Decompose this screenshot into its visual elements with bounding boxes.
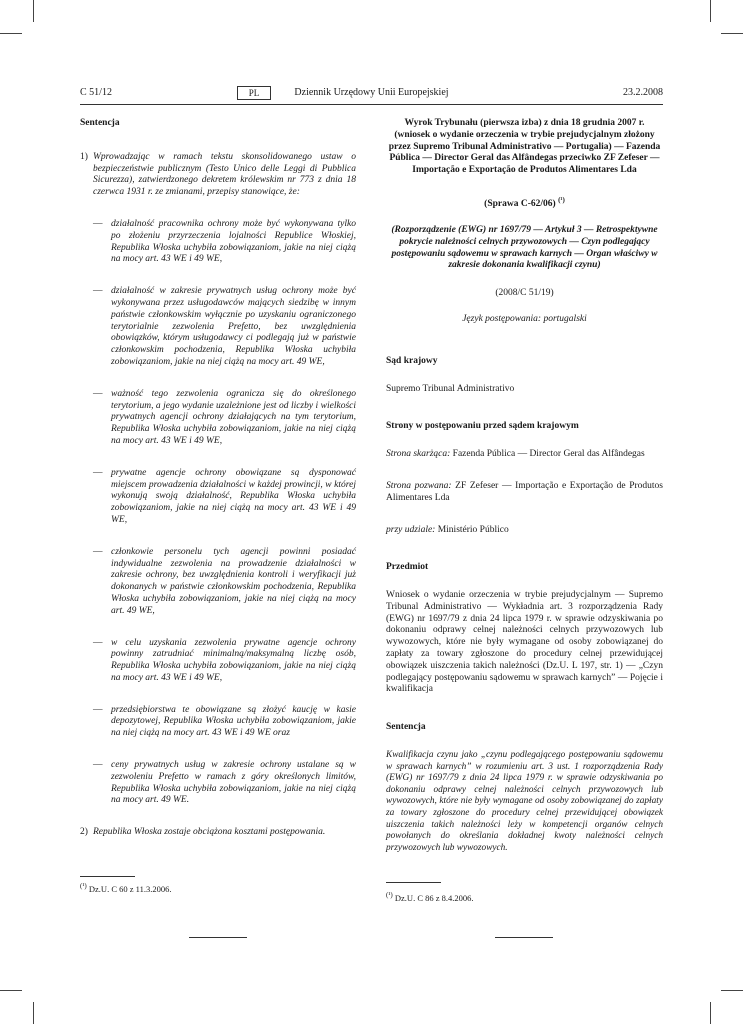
footnote-mark: (¹) (80, 882, 87, 890)
ruling-item-2 (80, 827, 356, 839)
parties-heading: Strony w postępowaniu przed sądem krajowym (386, 421, 579, 432)
intervener (386, 525, 663, 537)
footnote-right (386, 891, 474, 903)
procedure-language: Język postępowania: portugalski (462, 313, 587, 324)
case-number (386, 195, 663, 211)
intervener-label: przy udziale: (386, 524, 436, 535)
list-item: — prywatne agencje ochrony obowiązane są dysponować miejscem prowadzenia działalności w każdej prowincji, w której wykonują swoją działalność, Republika Włoska uchybiła zobowiązaniom, jakie na niej ciążą na mocy art. 43 WE i 49 WE, (93, 467, 356, 525)
list-item-text: działalność w zakresie prywatnych usług ochrony może być wykonywana przez usługodawców mających siedzibę w innym państwie członkowskim wyłącznie po uzyskaniu ograniczonego terytorialnie zezwolenia Prefetto, bez uwzględnienia obowiązków, którym usługodawcy ci podlegają już w państwie członkowskim pochodzenia, Republika Włoska uchybiła zobowiązaniom, jakie na niej ciążą na mocy art. 49 WE, (111, 286, 356, 367)
list-item-text: przedsiębiorstwa te obowiązane są złożyć kaucję w kasie depozytowej, Republika Włoska uchybiła zobowiązaniom, jakie na niej ciążą na mocy art. 43 WE i 49 WE oraz (111, 704, 356, 739)
list-item: — działalność pracownika ochrony może być wykonywana tylko po złożeniu przyrzeczenia lojalności Republice Włoskiej, Republika Włoska uchybiła zobowiązaniom, jakie na niej ciążą na mocy art. 43 WE i 49 WE, (93, 218, 356, 265)
crop-mark (710, 0, 711, 22)
regulation-keywords: (Rozporządzenie (EWG) nr 1697/79 — Artykuł 3 — Retrospektywne pokrycie należności celnych przywozowych — Czyn podlegający postępowaniu sądowemu w sprawach karnych — Organ właściwy w zakresie dokonania kwalifikacji czynu) (391, 224, 658, 271)
list-item-text: prywatne agencje ochrony obowiązane są dysponować miejscem prowadzenia działalności w każdej prowincji, w której wykonują swoją działalność, Republika Włoska uchybiła zobowiązaniom, jakie na niej ciążą na mocy art. 43 WE i 49 WE, (111, 467, 356, 525)
court-name: Supremo Tribunal Administrativo (386, 383, 515, 394)
footnote-mark: (¹) (386, 891, 393, 899)
applicant (386, 449, 663, 461)
footnote-rule (80, 876, 135, 877)
item-text: Wprowadzając w ramach tekstu skonsolidowanego ustaw o bezpieczeństwie publicznym (Testo Unico delle Leggi di Pubblica Sicurezza), zatwierdzonego dekretem królewskim nr 773 z dnia 18 czerwca 1931 r. ze zmianami, przepisy stanowiące, że: (93, 151, 356, 198)
page-number: C 51/12 (80, 87, 112, 98)
item-number: 1) (80, 151, 88, 162)
crop-mark (0, 33, 22, 34)
defendant (386, 481, 663, 505)
item-number: 2) (80, 827, 88, 838)
list-item: — w celu uzyskania zezwolenia prywatne agencje ochrony powinny zatrudniać minimalną/maksymalną liczbę osób, Republika Włoska uchybiła zobowiązaniom, jakie na niej ciążą na mocy art. 43 WE i 49 WE, (93, 637, 356, 683)
subject-heading: Przedmiot (386, 562, 429, 573)
defendant-label: Strona pozwana: (386, 480, 452, 491)
list-item: — członkowie personelu tych agencji powinni posiadać indywidualne zezwolenia na prowadzenie działalności w zakresie ochrony, bez uwzględnienia kontroli i weryfikacji już dokonanych w państwie członkowskim pochodzenia, Republika Włoska uchybiła zobowiązaniom, jakie na niej ciążą na mocy art. 49 WE, (93, 546, 356, 616)
item-text: Republika Włoska zostaje obciążona kosztami postępowania. (93, 827, 326, 838)
list-item: — przedsiębiorstwa te obowiązane są złożyć kaucję w kasie depozytowej, Republika Włoska uchybiła zobowiązaniom, jakie na niej ciążą na mocy art. 43 WE i 49 WE oraz (93, 704, 356, 739)
applicant-label: Strona skarżąca: (386, 449, 451, 460)
list-item-text: członkowie personelu tych agencji powinni posiadać indywidualne zezwolenia na prowadzenie działalności w zakresie ochrony, bez uwzględnienia kontroli i weryfikacji już dokonanych w państwie członkowskim pochodzenia, Republika Włoska uchybiła zobowiązaniom, jakie na niej ciążą na mocy art. 49 WE, (111, 546, 356, 616)
footnote-rule (386, 882, 441, 883)
footnote-left (80, 882, 171, 894)
language-badge: PL (237, 86, 271, 100)
crop-mark (33, 1002, 34, 1024)
sentence-text: Kwalifikacja czynu jako „czynu podlegającego postępowaniu sądowemu w sprawach karnych” w rozumieniu art. 3 ust. 1 rozporządzenia Rady (EWG) nr 1697/79 z dnia 24 lipca 1979 r. w sprawie odzyskiwania po dokonaniu odprawy celnej należności celnych przywozowych lub wywozowych, które nie były wymagane od osoby zobowiązanej do zapłaty za towary zgłoszone do procedury celnej przewidującej obowiązek uiszczenia takich należności leży w kompetencji organów celnych powołanych do określania dokładnej kwoty należności celnych przywozowych lub wywozowych. (386, 750, 663, 853)
list-item: — ważność tego zezwolenia ogranicza się do określonego terytorium, a jego wydanie uzależnione jest od liczby i wielkości prywatnych agencji ochrony działających na tym terytorium, Republika Włoska uchybiła zobowiązaniom, jakie na niej ciążą na mocy art. 43 WE i 49 WE, (93, 388, 356, 446)
left-column (80, 118, 356, 859)
court-heading: Sąd krajowy (386, 355, 438, 366)
sentence-heading-right: Sentencja (386, 722, 426, 733)
footnote-text: Dz.U. C 60 z 11.3.2006. (88, 883, 172, 894)
crop-mark (721, 33, 743, 34)
list-item-text: ważność tego zezwolenia ogranicza się do określonego terytorium, a jego wydanie uzależnione jest od liczby i wielkości prywatnych agencji ochrony działających na tym terytorium, Republika Włoska uchybiła zobowiązaniom, jakie na niej ciążą na mocy art. 43 WE i 49 WE, (111, 388, 356, 446)
list-item: — działalność w zakresie prywatnych usług ochrony może być wykonywana przez usługodawców mających siedzibę w innym państwie członkowskim wyłącznie po uzyskaniu ograniczonego terytorialnie zezwolenia Prefetto, bez uwzględnienia obowiązków, którym usługodawcy ci podlegają już w państwie członkowskim pochodzenia, Republika Włoska uchybiła zobowiązaniom, jakie na niej ciążą na mocy art. 49 WE, (93, 286, 356, 367)
case-number-text: (Sprawa C-62/06) (484, 199, 556, 210)
crop-mark (33, 0, 34, 22)
list-item-text: ceny prywatnych usług w zakresie ochrony ustalane są w zezwoleniu Prefetto w ramach z góry określonych limitów, Republika Włoska uchybiła zobowiązaniom, jakie na niej ciążą na mocy art. 49 WE. (111, 760, 356, 806)
defendant-name: ZF Zefeser — Importação e Exportação de Produtos Alimentares Lda (386, 480, 664, 503)
sentence-heading: Sentencja (80, 118, 120, 128)
header-rule (80, 104, 663, 105)
bottom-rule (189, 937, 247, 938)
crop-mark (710, 1002, 711, 1024)
list-item-text: działalność pracownika ochrony może być wykonywana tylko po złożeniu przyrzeczenia lojalności Republice Włoskiej, Republika Włoska uchybiła zobowiązaniom, jakie na niej ciążą na mocy art. 43 WE i 49 WE, (111, 218, 356, 265)
ruling-item-1 (80, 152, 356, 199)
document-reference: (2008/C 51/19) (495, 288, 554, 299)
page-header (80, 87, 663, 101)
list-item-text: w celu uzyskania zezwolenia prywatne agencje ochrony powinny zatrudniać minimalną/maksymalną liczbę osób, Republika Włoska uchybiła zobowiązaniom, jakie na niej ciążą na mocy art. 43 WE i 49 WE, (111, 637, 356, 683)
publication-date: 23.2.2008 (623, 87, 663, 98)
crop-mark (721, 990, 743, 991)
crop-mark (0, 990, 22, 991)
intervener-name: Ministério Público (437, 524, 509, 535)
right-column (386, 118, 663, 854)
footnote-text: Dz.U. C 86 z 8.4.2006. (394, 892, 474, 903)
subject-text: Wniosek o wydanie orzeczenia w trybie prejudycjalnym — Supremo Tribunal Administrativo — Wykładnia art. 3 rozporządzenia Rady (EWG) nr 1697/79 z dnia 24 lipca 1979 r. w sprawie odzyskiwania po dokonaniu odprawy celnej należności celnych przywozowych lub wywozowych, które nie były wymagane od osoby zobowiązanej do zapłaty za towary zgłoszone do procedury celnej przewidującej obowiązek uiszczenia takich należności (Dz.U. L 197, str. 1) — „Czyn podlegający postępowaniu sądowemu w sprawach karnych” — Pojęcie i kwalifikacja (386, 590, 663, 695)
case-title: Wyrok Trybunału (pierwsza izba) z dnia 18 grudnia 2007 r. (wniosek o wydanie orzeczenia w trybie prejudycjalnym złożony przez Supremo Tribunal Administrativo — Portugalia) — Fazenda Pública — Director Geral das Alfândegas przeciwko ZF Zefeser — Importação e Exportação de Produtos Alimentares Lda (388, 118, 661, 176)
footnote-ref: (¹) (558, 195, 565, 204)
journal-title: Dziennik Urzędowy Unii Europejskiej (294, 87, 449, 98)
bottom-rule (495, 937, 553, 938)
list-item: — ceny prywatnych usług w zakresie ochrony ustalane są w zezwoleniu Prefetto w ramach z góry określonych limitów, Republika Włoska uchybiła zobowiązaniom, jakie na niej ciążą na mocy art. 49 WE. (93, 760, 356, 806)
applicant-name: Fazenda Pública — Director Geral das Alfândegas (452, 449, 645, 460)
